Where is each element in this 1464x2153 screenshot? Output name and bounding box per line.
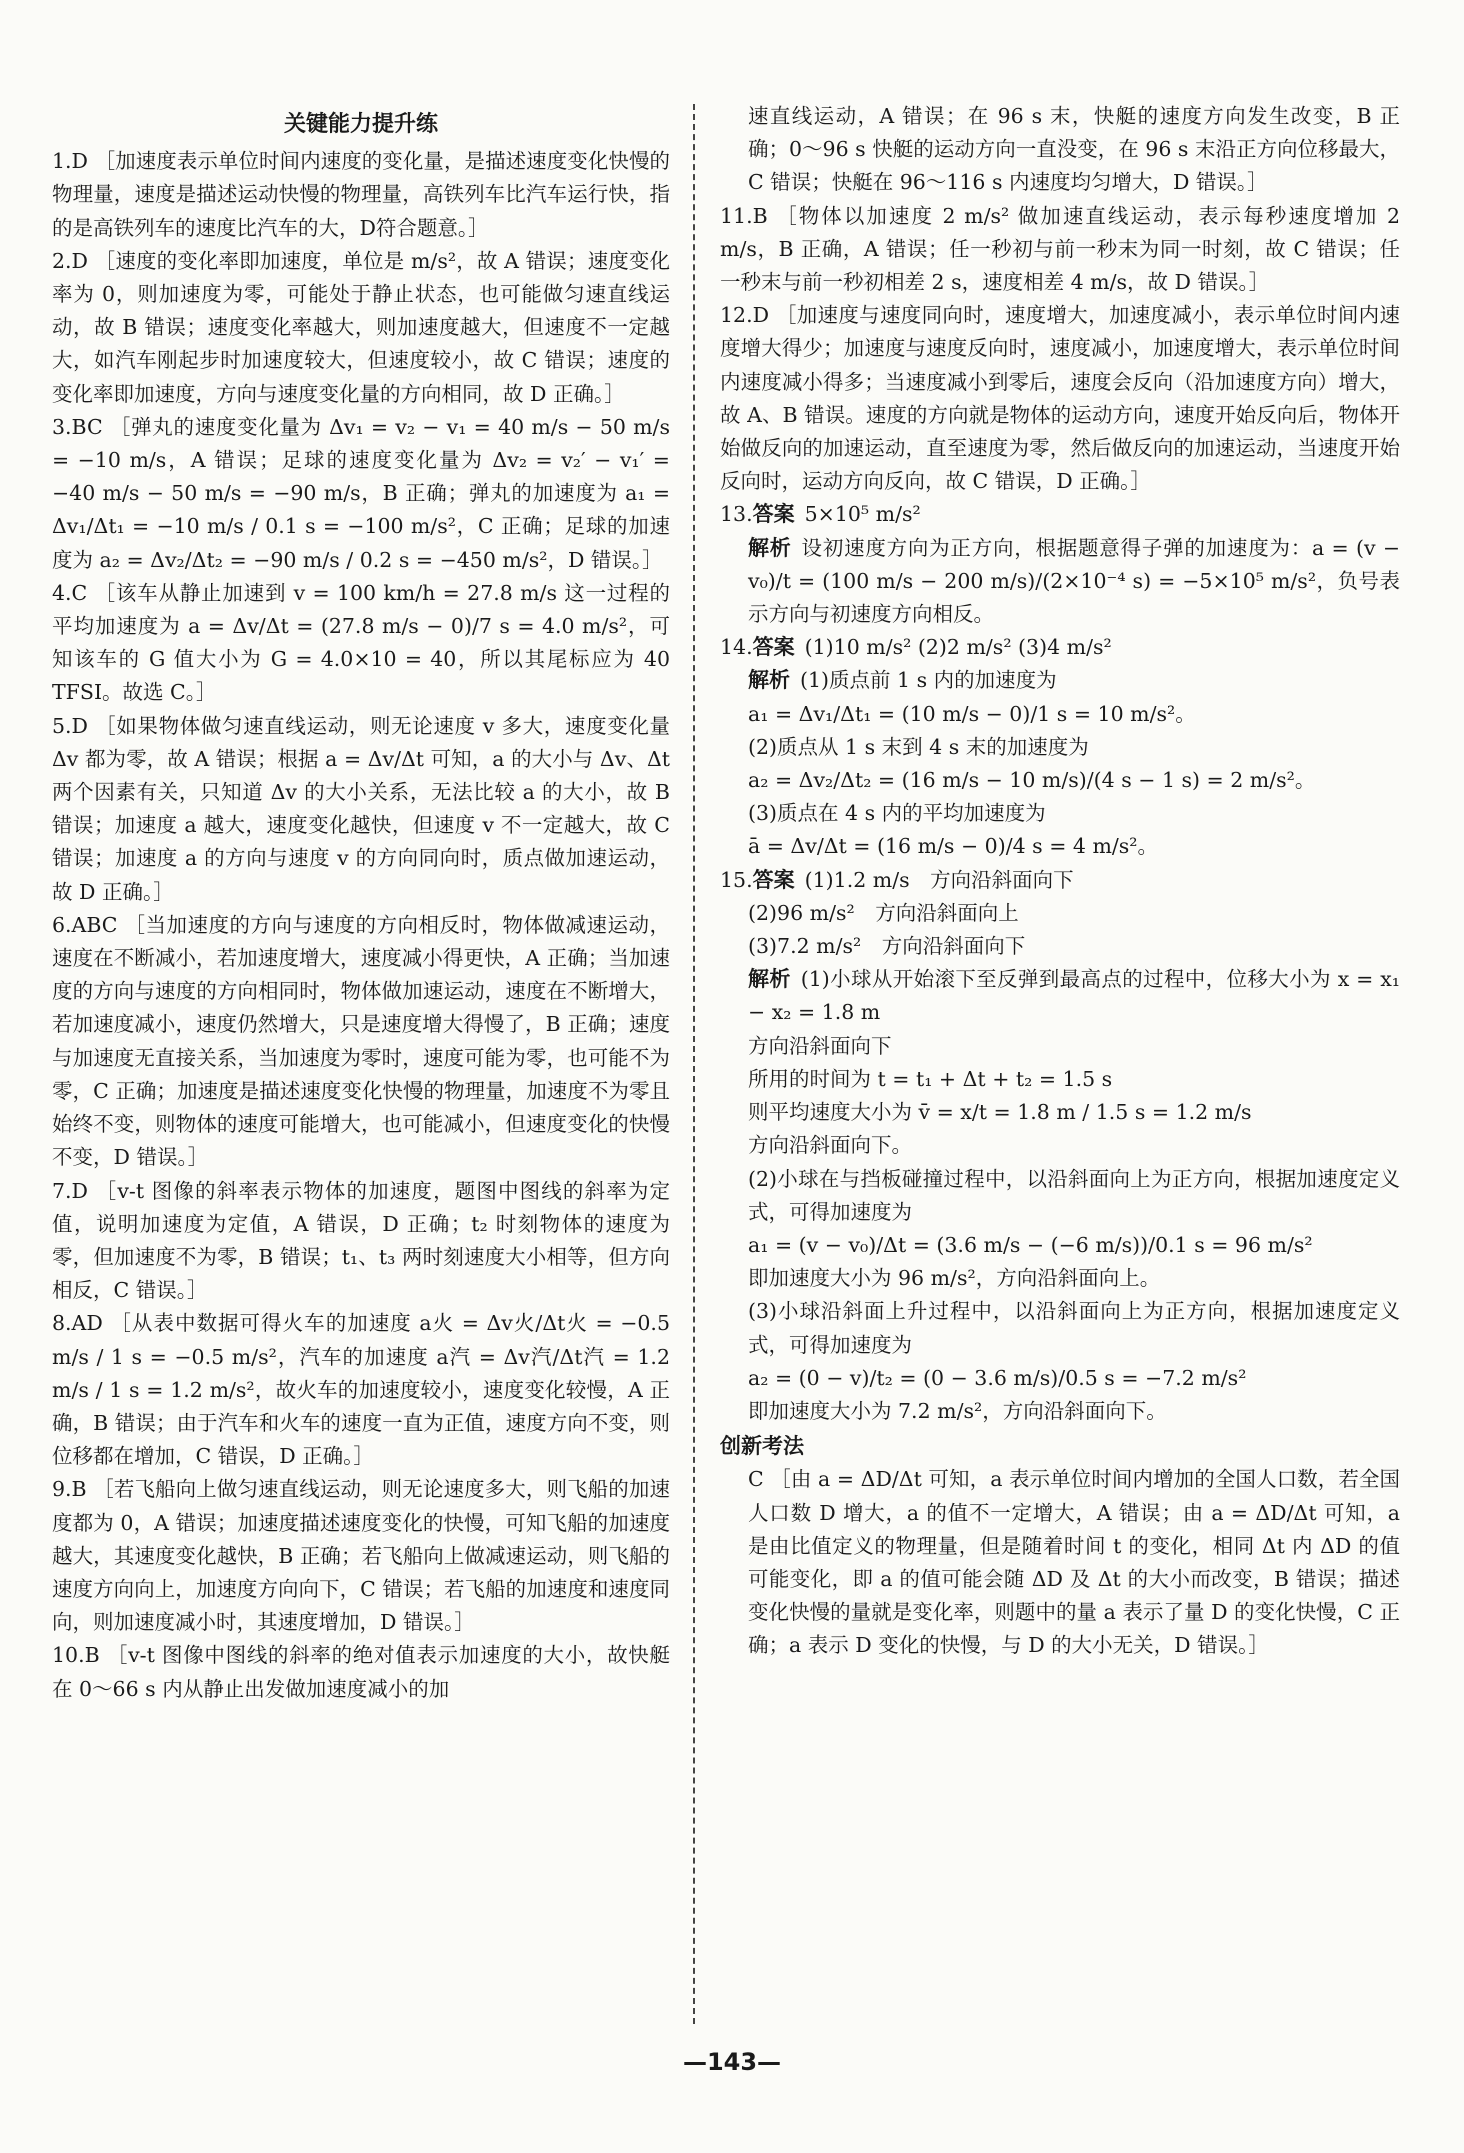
answer-item-1 — [52, 145, 670, 245]
analysis-label: 解析 — [748, 967, 791, 992]
answer-value: (3)7.2 m/s² 方向沿斜面向下 — [748, 934, 1026, 959]
item-text: ［从表中数据可得火车的加速度 a火 = Δv火/Δt火 = −0.5 m/s / 1 s = −0.5 m/s²，汽车的加速度 a汽 = Δv汽/Δt汽 = 1.2 m/s / 1 s = 1.2 m/s²，故火车的加速度较小，速度变化较慢，A 正确，B 错误；由于汽车和火车的速度一直为正值，速度方向不变，则位移都在增加，C 错误，D 正确。］ — [52, 1311, 670, 1469]
item-text: ［由 a = ΔD/Δt 可知，a 表示单位时间内增加的全国人口数，若全国人口数 D 增大，a 的值不一定增大，A 错误；由 a = ΔD/Δt 可知，a 是由比值定义的物理量，但是随着时间 t 的变化，相同 Δt 内 ΔD 的值可能变化，即 a 的值可能会随 ΔD 及 Δt 的大小而改变，B 错误；描述变化快慢的量就是变化率，则题中的量 a 表示了量 D 的变化快慢，C 正确；a 表示 D 变化的快慢，与 D 的大小无关，D 错误。］ — [748, 1467, 1400, 1658]
answer-item-2 — [52, 245, 670, 411]
answer-item-12 — [720, 299, 1400, 498]
left-items — [52, 145, 670, 1706]
item-number: 2.D — [52, 248, 88, 273]
item-number: 8.AD — [52, 1311, 103, 1336]
analysis-label: 解析 — [748, 668, 790, 693]
analysis-line: a₂ = (0 − v)/t₂ = (0 − 3.6 m/s)/0.5 s = −7.2 m/s² — [748, 1365, 1247, 1390]
analysis-line: 方向沿斜面向下。 — [748, 1133, 912, 1158]
answer-value: (2)96 m/s² 方向沿斜面向上 — [748, 900, 1019, 925]
analysis-line: a₁ = Δv₁/Δt₁ = (10 m/s − 0)/1 s = 10 m/s²。 — [748, 701, 1196, 726]
analysis-line: 则平均速度大小为 v̄ = x/t = 1.8 m / 1.5 s = 1.2 m/s — [748, 1100, 1252, 1125]
item-number: 7.D — [52, 1178, 88, 1203]
answer-item-10-continued — [720, 100, 1400, 200]
answer-item-8 — [52, 1307, 670, 1473]
answer-item-9 — [52, 1473, 670, 1639]
item-text: ［若飞船向上做匀速直线运动，则无论速度多大，则飞船的加速度都为 0，A 错误；加速度描述速度变化的快慢，可知飞船的加速度越大，其速度变化越快，B 正确；若飞船向上做减速运动，则飞船的速度方向向上，加速度方向向下，C 错误；若飞船的加速度和速度同向，则加速度减小时，其速度增加，D 错误。］ — [52, 1477, 670, 1635]
answer-item-6 — [52, 909, 670, 1175]
answer-item-14 — [720, 631, 1400, 863]
analysis-line: 即加速度大小为 96 m/s²，方向沿斜面向上。 — [748, 1266, 1161, 1291]
answer-item-3 — [52, 411, 670, 577]
item-text: ［速度的变化率即加速度，单位是 m/s²，故 A 错误；速度变化率为 0，则加速度为零，可能处于静止状态，也可能做匀速直线运动，故 B 错误；速度变化率越大，则加速度越大，但速度不一定越大，如汽车刚起步时加速度较大，但速度较小，故 C 错误；速度的变化率即加速度，方向与速度变化量的方向相同，故 D 正确。］ — [52, 248, 670, 406]
answer-item-11 — [720, 200, 1400, 300]
item-text: ［当加速度的方向与速度的方向相反时，物体做减速运动，速度在不断减小，若加速度增大，速度减小得更快，A 正确；当加速度的方向与速度的方向相同时，物体做加速运动，速度在不断增大，若加速度减小，速度仍然增大，只是速度增大得慢了，B 正确；速度与加速度无直接关系，当加速度为零时，速度可能为零，也可能不为零，C 正确；加速度是描述速度变化快慢的物理量，加速度不为零且始终不变，则物体的速度可能增大，也可能减小，但速度变化的快慢不变，D 错误。］ — [52, 912, 670, 1170]
right-column — [720, 100, 1400, 1663]
item-text: ［加速度与速度同向时，速度增大，加速度减小，表示单位时间内速度增大得少；加速度与速度反向时，速度减小，加速度增大，表示单位时间内速度减小得多；当速度减小到零后，速度会反向（沿加速度方向）增大，故 A、B 错误。速度的方向就是物体的运动方向，速度开始反向后，物体开始做反向的加速运动，直至速度为零，然后做反向的加速运动，当速度开始反向时，运动方向反向，故 C 错误，D 正确。］ — [720, 303, 1400, 494]
answer-label: 答案 — [752, 502, 795, 527]
analysis-line: a₁ = (v − v₀)/Δt = (3.6 m/s − (−6 m/s))/0.1 s = 96 m/s² — [748, 1232, 1313, 1257]
analysis-line: ā = Δv/Δt = (16 m/s − 0)/4 s = 4 m/s²。 — [748, 834, 1159, 859]
analysis-line: (1)小球从开始滚下至反弹到最高点的过程中，位移大小为 x = x₁ − x₂ = 1.8 m — [748, 967, 1401, 1025]
item-number: 6.ABC — [52, 912, 118, 937]
answer-item-4 — [52, 577, 670, 710]
analysis-line: (2)小球在与挡板碰撞过程中，以沿斜面向上为正方向，根据加速度定义式，可得加速度为 — [748, 1166, 1400, 1224]
innovation-title: 创新考法 — [720, 1434, 804, 1459]
item-text: ［加速度表示单位时间内速度的变化量，是描述速度变化快慢的物理量，速度是描述运动快慢的物理量，高铁列车比汽车运行快，指的是高铁列车的速度比汽车的大，D符合题意。］ — [52, 149, 670, 240]
innovation-item — [720, 1463, 1400, 1662]
column-divider — [693, 104, 695, 2024]
item-text: ［如果物体做匀速直线运动，则无论速度 v 多大，速度变化量 Δv 都为零，故 A 错误；根据 a = Δv/Δt 可知，a 的大小与 Δv、Δt 两个因素有关，只知道 Δv 的大小关系，无法比较 a 的大小，故 B 错误；加速度 a 越大，速度变化越快，但速度 v 不一定越大，故 C 错误；加速度 a 的方向与速度 v 的方向同向时，质点做加速运动，故 D 正确。］ — [52, 713, 670, 904]
item-number: 4.C — [52, 580, 88, 605]
analysis-line: 方向沿斜面向下 — [748, 1033, 892, 1058]
item-number: 13. — [720, 502, 753, 527]
answer-item-7 — [52, 1175, 670, 1308]
analysis-line: 所用的时间为 t = t₁ + Δt + t₂ = 1.5 s — [748, 1066, 1113, 1091]
item-text: ［该车从静止加速到 v = 100 km/h = 27.8 m/s 这一过程的平均加速度为 a = Δv/Δt = (27.8 m/s − 0)/7 s = 4.0 m/s²，可知该车的 G 值大小为 G = 4.0×10 = 40，所以其尾标应为 40 TFSI。故选 C。］ — [52, 580, 670, 705]
answer-value: (1)1.2 m/s 方向沿斜面向下 — [804, 867, 1074, 892]
answer-item-5 — [52, 710, 670, 909]
analysis-line: (3)质点在 4 s 内的平均加速度为 — [748, 801, 1046, 826]
answer-item-10 — [52, 1639, 670, 1705]
item-number: 14. — [720, 635, 753, 660]
item-number: 1.D — [52, 149, 88, 174]
item-number: 15. — [720, 867, 753, 892]
analysis-line: a₂ = Δv₂/Δt₂ = (16 m/s − 10 m/s)/(4 s − 1 s) = 2 m/s²。 — [748, 768, 1316, 793]
item-text: ［v-t 图像中图线的斜率的绝对值表示加速度的大小，故快艇在 0～66 s 内从静止出发做加速度减小的加 — [52, 1643, 670, 1701]
item-number: C — [748, 1467, 764, 1492]
item-number: 3.BC — [52, 414, 103, 439]
analysis-line: (1)质点前 1 s 内的加速度为 — [800, 668, 1057, 693]
item-text: ［物体以加速度 2 m/s² 做加速直线运动，表示每秒速度增加 2 m/s，B 正确，A 错误；任一秒初与前一秒末为同一时刻，故 C 错误；任一秒末与前一秒初相差 2 s，速度相差 4 m/s，故 D 错误。］ — [720, 203, 1400, 295]
item-number: 5.D — [52, 713, 88, 738]
item-text: ［弹丸的速度变化量为 Δv₁ = v₂ − v₁ = 40 m/s − 50 m/s = −10 m/s，A 错误；足球的速度变化量为 Δv₂ = v₂′ − v₁′ = −40 m/s − 50 m/s = −90 m/s，B 正确；弹丸的加速度为 a₁ = Δv₁/Δt₁ = −10 m/s / 0.1 s = −100 m/s²，C 正确；足球的加速度为 a₂ = Δv₂/Δt₂ = −90 m/s / 0.2 s = −450 m/s²，D 错误。］ — [52, 414, 670, 572]
answer-item-13 — [720, 498, 1400, 631]
analysis-line: (2)质点从 1 s 末到 4 s 末的加速度为 — [748, 734, 1089, 759]
section-title: 关键能力提升练 — [283, 112, 438, 137]
answer-value: (1)10 m/s² (2)2 m/s² (3)4 m/s² — [804, 635, 1112, 660]
item-text: 速直线运动，A 错误；在 96 s 末，快艇的速度方向发生改变，B 正确；0～96 s 快艇的运动方向一直没变，在 96 s 末沿正方向位移最大，C 错误；快艇在 96～116 s 内速度均匀增大，D 错误。］ — [748, 104, 1400, 195]
analysis-line: 即加速度大小为 7.2 m/s²，方向沿斜面向下。 — [748, 1398, 1167, 1423]
item-number: 9.B — [52, 1477, 87, 1502]
left-column — [52, 108, 670, 1706]
item-number: 11.B — [720, 203, 768, 228]
answer-label: 答案 — [752, 867, 795, 892]
item-number: 12.D — [720, 303, 770, 328]
answer-item-15 — [720, 864, 1400, 1428]
page-number: —143— — [682, 2048, 782, 2076]
answer-label: 答案 — [752, 635, 795, 660]
analysis-text: 设初速度方向为正方向，根据题意得子弹的加速度为：a = (v − v₀)/t = (100 m/s − 200 m/s)/(2×10⁻⁴ s) = −5×10⁵ m/s²，负号表示方向与初速度方向相反。 — [748, 535, 1401, 627]
item-text: ［v-t 图像的斜率表示物体的加速度，题图中图线的斜率为定值，说明加速度为定值，A 错误，D 正确；t₂ 时刻物体的速度为零，但加速度不为零，B 错误；t₁、t₃ 两时刻速度大小相等，但方向相反，C 错误。］ — [52, 1178, 670, 1303]
answer-value: 5×10⁵ m/s² — [804, 502, 921, 527]
analysis-line: (3)小球沿斜面上升过程中，以沿斜面向上为正方向，根据加速度定义式，可得加速度为 — [748, 1299, 1400, 1357]
analysis-label: 解析 — [748, 535, 792, 560]
item-number: 10.B — [52, 1643, 100, 1668]
